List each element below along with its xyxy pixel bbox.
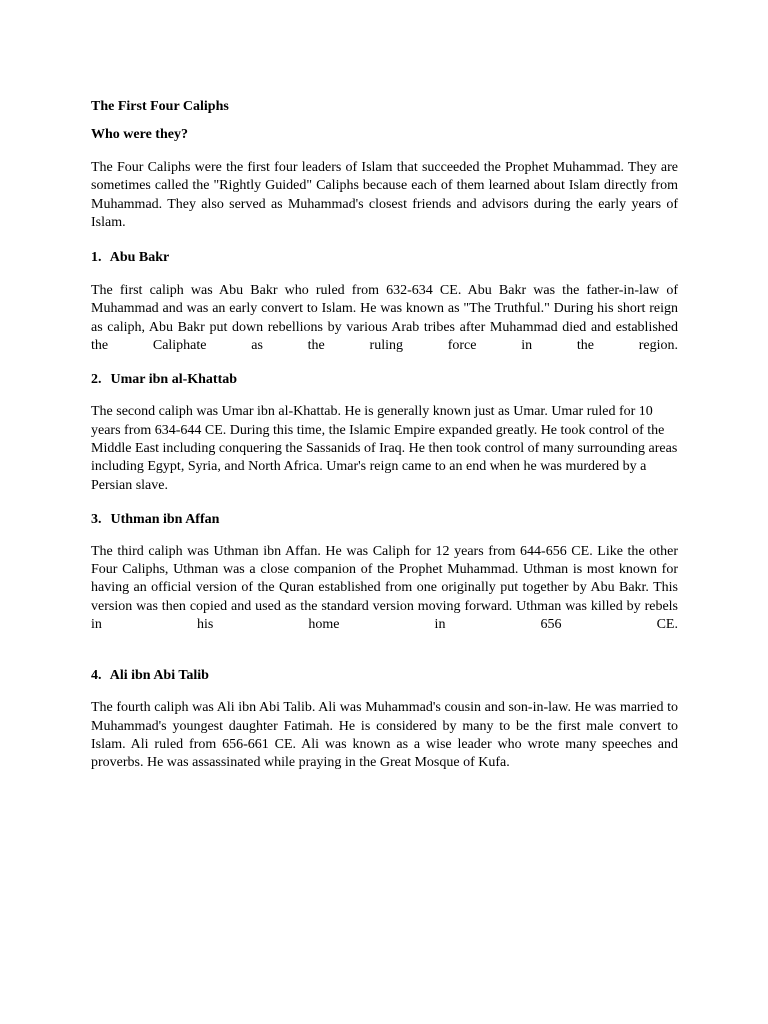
section-title: Abu Bakr [109, 250, 170, 266]
section-title: Ali ibn Abi Talib [109, 668, 209, 684]
document-page [91, 98, 678, 773]
section-heading-uthman [91, 511, 678, 528]
section-heading-abu-bakr [91, 249, 678, 266]
section-number: 4. [91, 668, 102, 684]
section-paragraph-ali: The fourth caliph was Ali ibn Abi Talib. Ali was Muhammad's cousin and son-in-law. He was married to Muhammad's youngest daughter Fatimah. He is considered by many to be the first male convert to Islam. Ali ruled from 656-661 CE. Ali was known as a wise leader who wrote many speeches and proverbs. He was assassinated while praying in the Great Mosque of Kufa. [91, 700, 678, 771]
section-heading-ali [91, 667, 678, 684]
section-title: Umar ibn al-Khattab [110, 372, 238, 388]
intro-paragraph: The Four Caliphs were the first four leaders of Islam that succeeded the Prophet Muhammad. They are sometimes called the "Rightly Guided" Caliphs because each of them learned about Islam directly from Muhammad. They also served as Muhammad's closest friends and advisors during the early years of Islam. [91, 160, 678, 230]
document-subtitle: Who were they? [91, 127, 188, 142]
section-title: Uthman ibn Affan [110, 511, 220, 527]
section-paragraph-umar: The second caliph was Umar ibn al-Khattab. He is generally known just as Umar. Umar ruled for 10 years from 634-644 CE. During this time, the Islamic Empire expanded greatly. He took control of the Middle East including conquering the Sassanids of Iraq. He then took control of many surrounding areas including Egypt, Syria, and North Africa. Umar's reign came to an end when he was murdered by a Persian slave. [91, 404, 678, 493]
document-title: The First Four Caliphs [91, 99, 229, 114]
section-number: 3. [91, 511, 102, 527]
section-paragraph-abu-bakr: The first caliph was Abu Bakr who ruled from 632-634 CE. Abu Bakr was the father-in-law of Muhammad and was an early convert to Islam. He was known as "The Truthful." During his short reign as caliph, Abu Bakr put down rebellions by various Arab tribes after Muhammad died and established the Caliphate as the ruling force in the region. [91, 283, 678, 354]
section-heading-umar [91, 371, 678, 388]
section-number: 2. [91, 372, 102, 388]
section-number: 1. [91, 250, 102, 266]
section-paragraph-uthman: The third caliph was Uthman ibn Affan. He was Caliph for 12 years from 644-656 CE. Like the other Four Caliphs, Uthman was a close companion of the Prophet Muhammad. Uthman is most known for having an official version of the Quran established from one originally put together by Abu Bakr. This version was then copied and used as the standard version moving forward. Uthman was killed by rebels in his home in 656 CE. [91, 543, 678, 633]
